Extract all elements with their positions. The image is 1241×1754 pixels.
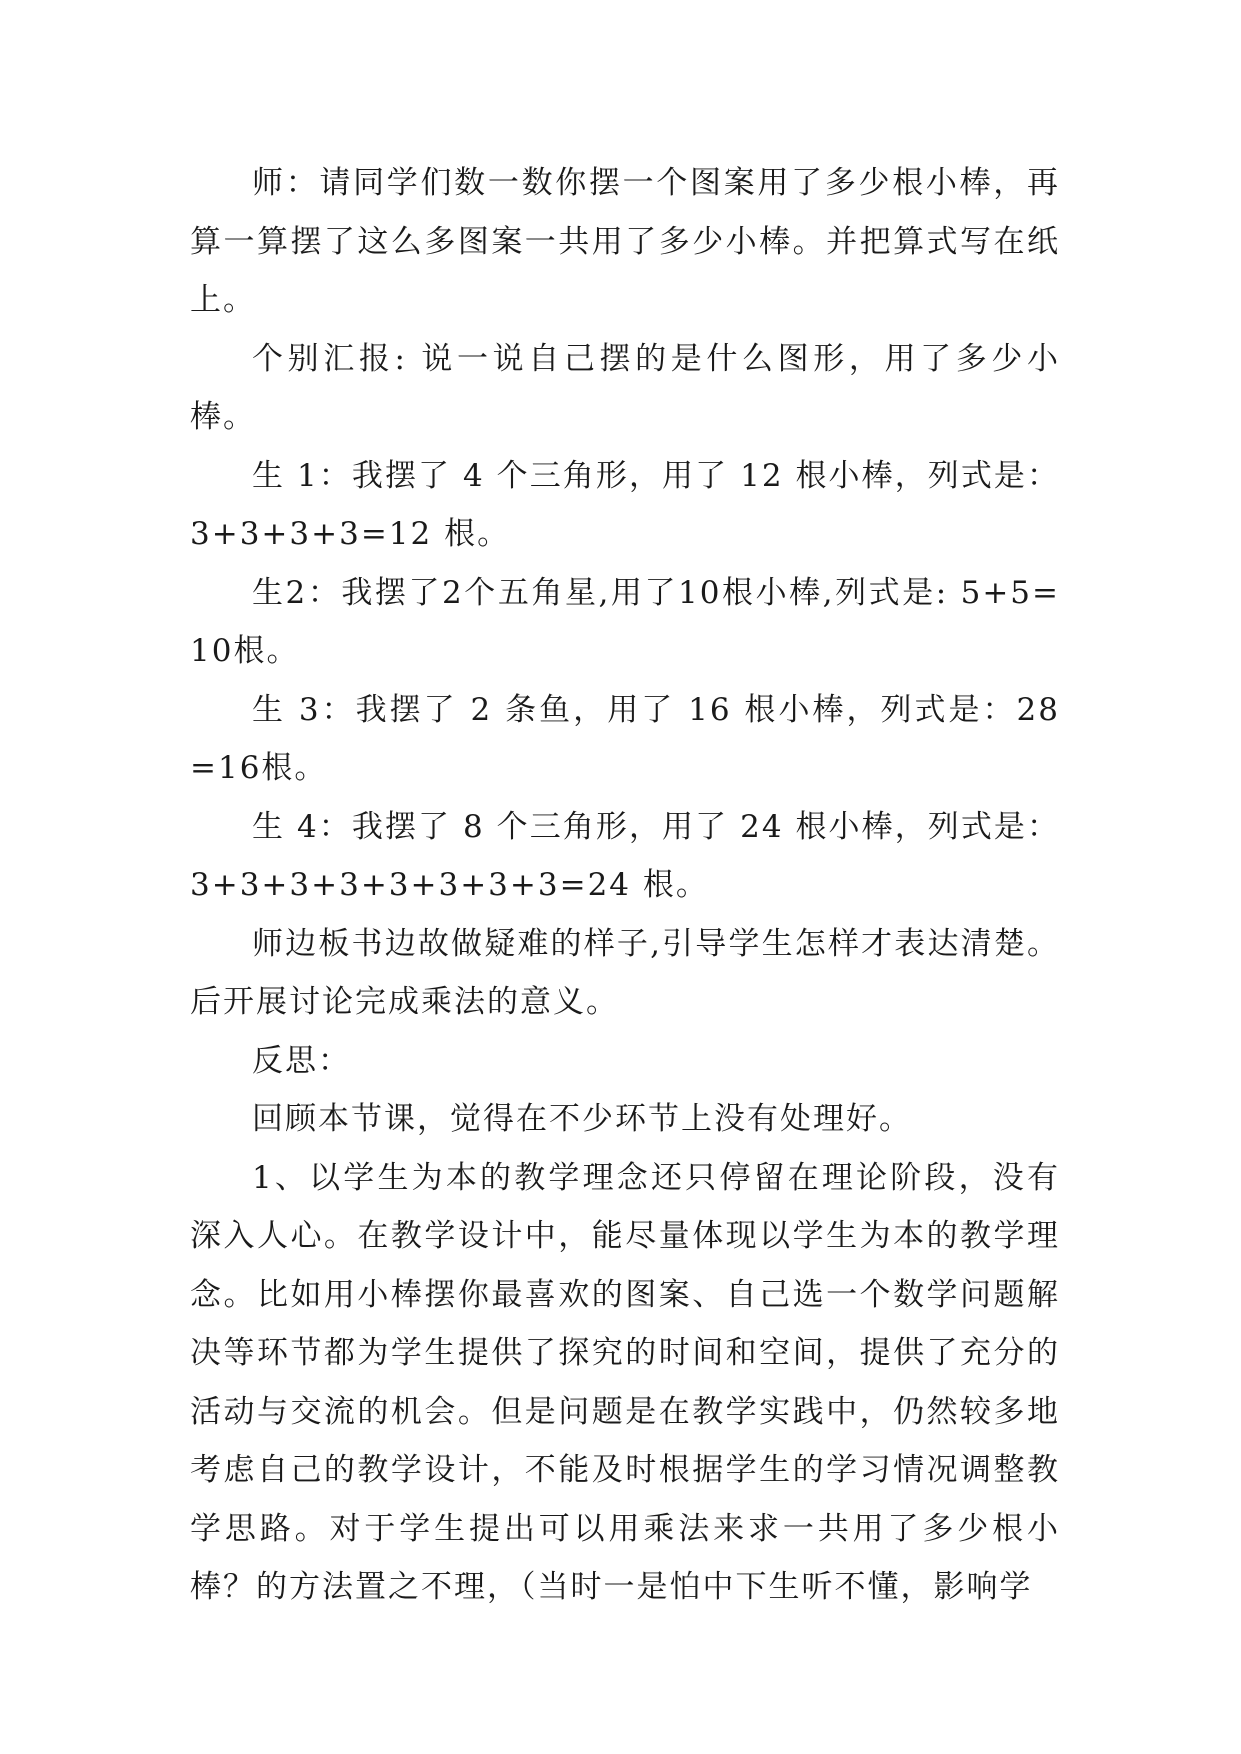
paragraph-teacher-guidance: 师边板书边故做疑难的样子,引导学生怎样才表达清楚。后开展讨论完成乘法的意义。: [190, 925, 1060, 1020]
paragraph-student-4: 生 4：我摆了 8 个三角形，用了 24 根小棒，列式是：3+3+3+3+3+3+3+3=24 根。: [190, 808, 1060, 903]
paragraph-review: 回顾本节课，觉得在不少环节上没有处理好。: [252, 1101, 912, 1137]
paragraph-student-3: 生 3：我摆了 2 条鱼，用了 16 根小棒，列式是：28=16根。: [190, 691, 1060, 786]
document-page: [190, 154, 1060, 1617]
paragraph-reflection-point-1: 1、以学生为本的教学理念还只停留在理论阶段，没有深入人心。在教学设计中，能尽量体现以学生为本的教学理念。比如用小棒摆你最喜欢的图案、自己选一个数学问题解决等环节都为学生提供了探究的时间和空间，提供了充分的活动与交流的机会。但是问题是在教学实践中，仍然较多地考虑自己的教学设计，不能及时根据学生的学习情况调整教学思路。对于学生提出可以用乘法来求一共用了多少根小棒？的方法置之不理，（当时一是怕中下生听不懂，影响学: [190, 1159, 1060, 1605]
paragraph-reflection-heading: 反思：: [252, 1042, 351, 1079]
paragraph-student-1: 生 1：我摆了 4 个三角形，用了 12 根小棒，列式是：3+3+3+3=12 根。: [190, 457, 1060, 552]
paragraph-individual-report: 个别汇报: 说一说自己摆的是什么图形，用了多少小棒。: [190, 340, 1060, 435]
paragraph-student-2: 生2：我摆了2个五角星,用了10根小棒,列式是: 5+5=10根。: [190, 574, 1060, 669]
paragraph-teacher-instruction: 师：请同学们数一数你摆一个图案用了多少根小棒，再算一算摆了这么多图案一共用了多少小棒。并把算式写在纸上。: [190, 165, 1060, 318]
